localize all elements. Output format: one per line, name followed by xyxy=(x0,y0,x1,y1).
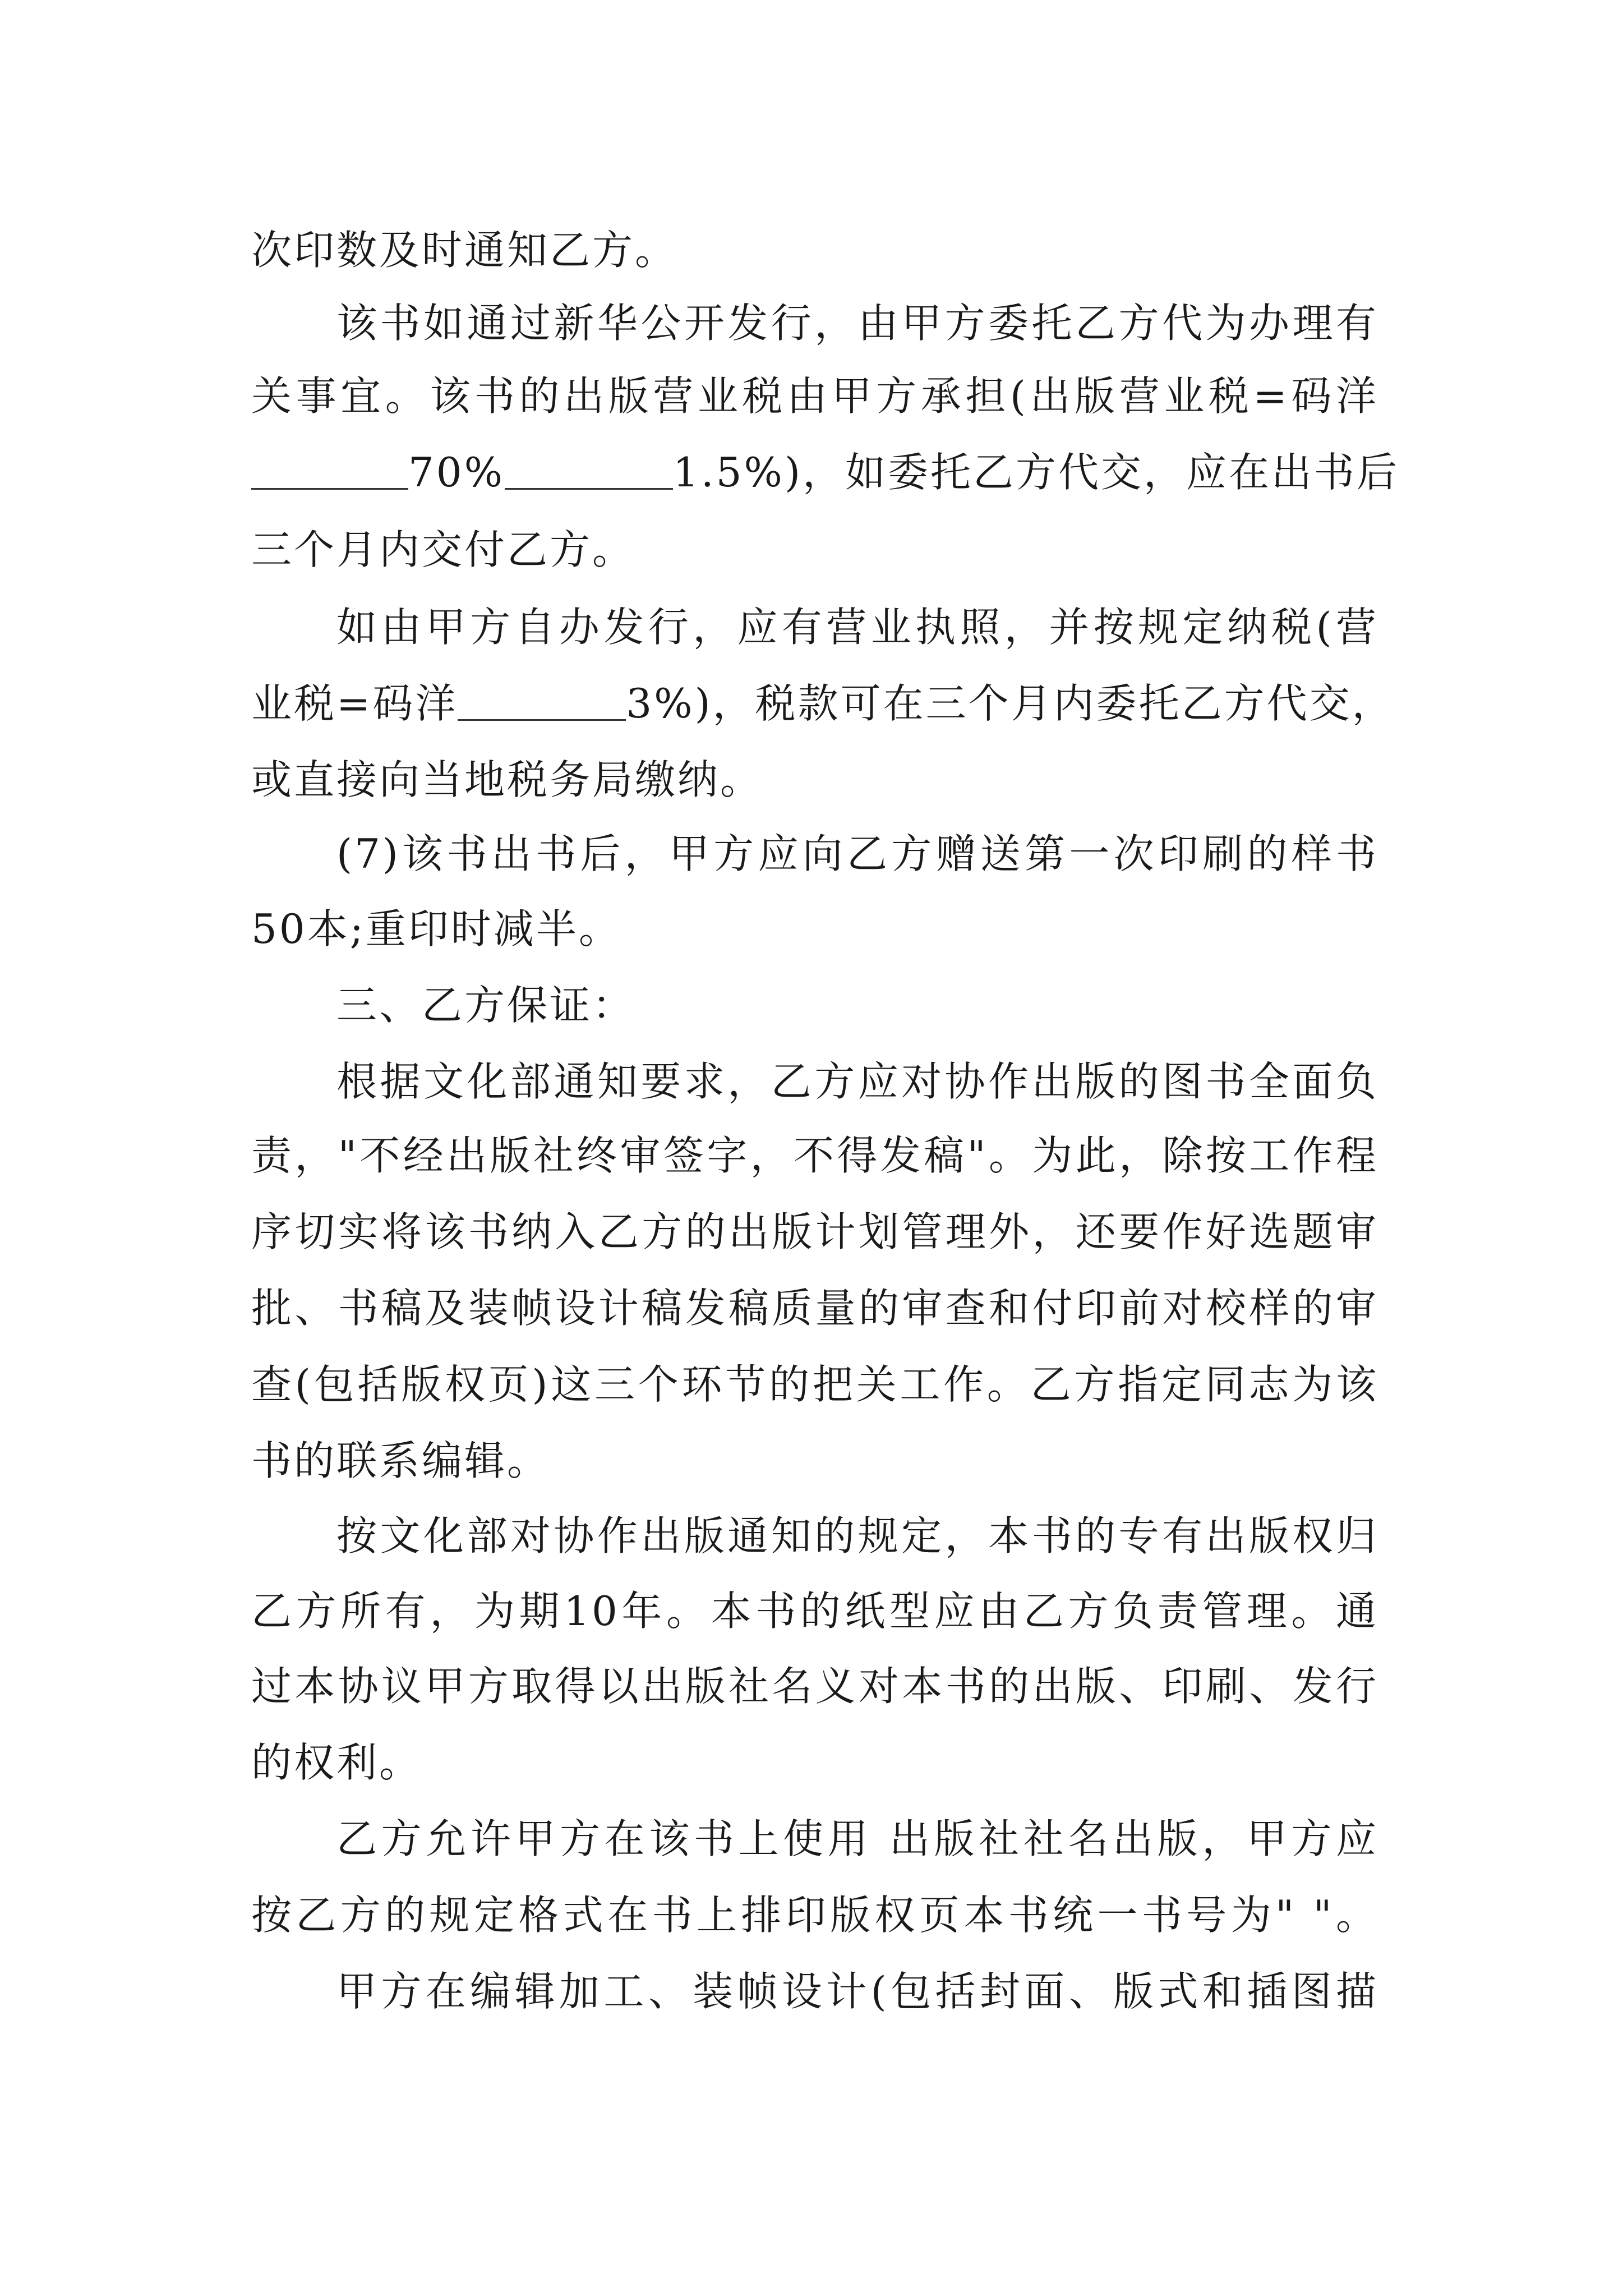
text-line: 过本协议甲方取得以出版社名义对本书的出版、印刷、发行 xyxy=(251,1663,1378,1710)
blank-underline xyxy=(505,486,673,490)
text-line: 书的联系编辑。 xyxy=(251,1437,550,1484)
blank-underline xyxy=(458,717,626,721)
text-line: 甲方在编辑加工、装帧设计(包括封面、版式和插图描 xyxy=(336,1968,1378,2015)
text-line: 乙方允许甲方在该书上使用 出版社社名出版，甲方应 xyxy=(336,1815,1378,1862)
text-line: 关事宜。该书的出版营业税由甲方承担(出版营业税=码洋 xyxy=(251,372,1378,420)
text-fragment: 业税=码洋 xyxy=(251,680,458,727)
text-fragment: 3%)，税款可在三个月内委托乙方代交， xyxy=(626,680,1395,727)
text-line: 50本;重印时减半。 xyxy=(251,905,621,953)
text-line: 查(包括版权页)这三个环节的把关工作。乙方指定同志为该 xyxy=(251,1361,1378,1408)
text-line: (7)该书出书后，甲方应向乙方赠送第一次印刷的样书 xyxy=(336,830,1378,877)
text-line-with-blanks xyxy=(251,664,1395,743)
text-line: 该书如通过新华公开发行，由甲方委托乙方代为办理有 xyxy=(336,300,1378,347)
text-line: 批、书稿及装帧设计稿发稿质量的审查和付印前对校样的审 xyxy=(251,1285,1378,1332)
text-line: 按文化部对协作出版通知的规定，本书的专有出版权归 xyxy=(336,1512,1378,1559)
text-line: 或直接向当地税务局缴纳。 xyxy=(251,756,763,803)
text-line: 按乙方的规定格式在书上排印版权页本书统一书号为" "。 xyxy=(251,1892,1378,1939)
text-line: 责，"不经出版社终审签字，不得发稿"。为此，除按工作程 xyxy=(251,1132,1378,1179)
text-fragment: 70% xyxy=(408,449,505,496)
text-line: 的权利。 xyxy=(251,1739,422,1786)
blank-underline xyxy=(251,486,408,490)
text-line-with-blanks xyxy=(251,433,1400,512)
text-fragment: 1.5%)，如委托乙方代交，应在出书后 xyxy=(673,449,1400,496)
text-line: 序切实将该书纳入乙方的出版计划管理外，还要作好选题审 xyxy=(251,1208,1378,1255)
text-line: 乙方所有，为期10年。本书的纸型应由乙方负责管理。通 xyxy=(251,1588,1378,1635)
text-line: 次印数及时通知乙方。 xyxy=(251,227,678,274)
text-line: 三个月内交付乙方。 xyxy=(251,526,635,573)
text-line: 如由甲方自办发行，应有营业执照，并按规定纳税(营 xyxy=(336,604,1378,651)
text-line: 根据文化部通知要求，乙方应对协作出版的图书全面负 xyxy=(336,1058,1378,1105)
section-heading: 三、乙方保证： xyxy=(336,982,635,1029)
